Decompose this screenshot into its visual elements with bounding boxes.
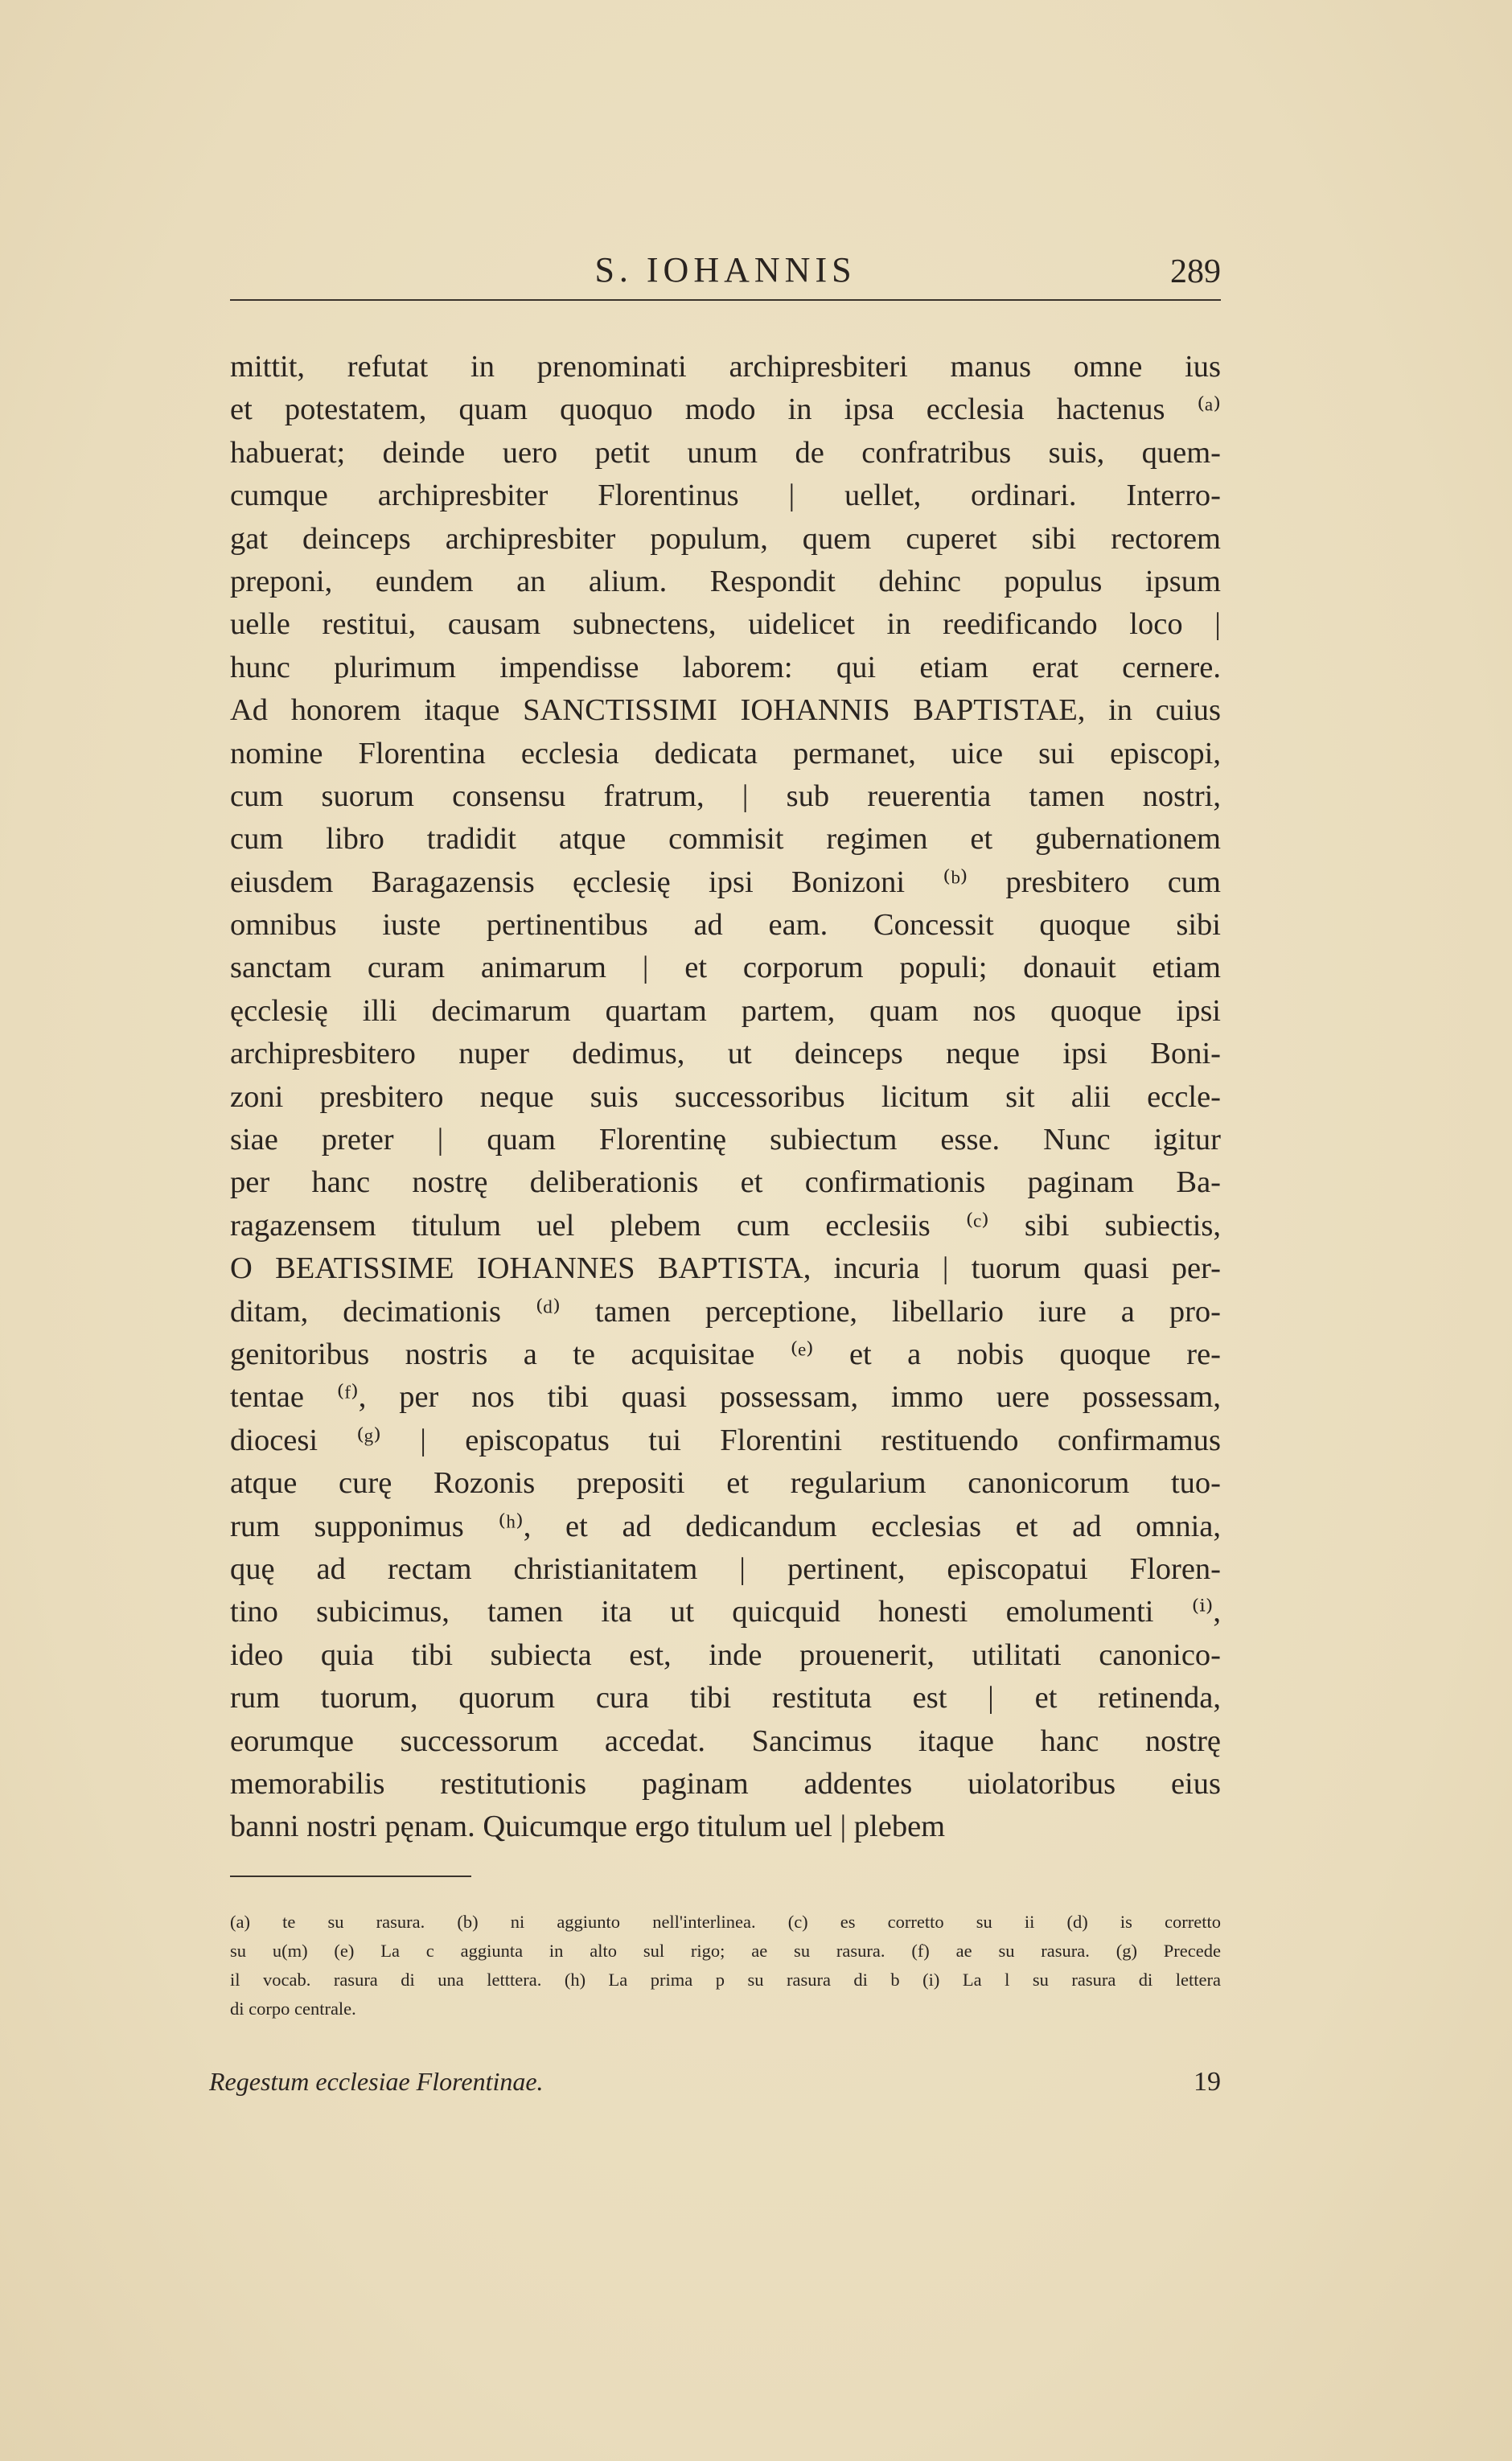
text-line: siae preter | quam Florentinę subiectum esse. Nunc igitur <box>230 1123 1221 1157</box>
text-line: preponi, eundem an alium. Respondit dehinc populus ipsum <box>230 564 1221 598</box>
main-text <box>230 346 1221 1849</box>
text-line: et potestatem, quam quoquo modo in ipsa ecclesia hactenus ⁽ᵃ⁾ <box>230 392 1221 427</box>
footnotes <box>230 1908 1221 2023</box>
footnote-line: di corpo centrale. <box>230 1999 356 2019</box>
text-line: genitoribus nostris a te acquisitae ⁽ᵉ⁾ et a nobis quoque re- <box>230 1337 1221 1371</box>
text-line: banni nostri pęnam. Quicumque ergo titulum uel | plebem <box>230 1810 946 1844</box>
text-line: sanctam curam animarum | et corporum populi; donauit etiam <box>230 951 1221 985</box>
signature-title: Regestum ecclesiae Florentinae. <box>209 2067 544 2096</box>
text-line: hunc plurimum impendisse laborem: qui etiam erat cernere. <box>230 650 1221 684</box>
text-line: rum tuorum, quorum cura tibi restituta est | et retinenda, <box>230 1681 1221 1715</box>
text-line: eorumque successorum accedat. Sancimus itaque hanc nostrę <box>230 1724 1221 1758</box>
signature-number: 19 <box>1194 2067 1221 2097</box>
text-line: nomine Florentina ecclesia dedicata permanet, uice sui episcopi, <box>230 736 1221 770</box>
text-line: ditam, decimationis ⁽ᵈ⁾ tamen perceptione, libellario iure a pro- <box>230 1294 1221 1329</box>
text-line: tentae ⁽ᶠ⁾, per nos tibi quasi possessam, immo uere possessam, <box>230 1380 1221 1415</box>
text-line: ragazensem titulum uel plebem cum ecclesiis ⁽ᶜ⁾ sibi subiectis, <box>230 1208 1221 1243</box>
text-line: O BEATISSIME IOHANNES BAPTISTA, incuria | tuorum quasi per- <box>230 1251 1221 1286</box>
text-line: diocesi ⁽ᵍ⁾ | episcopatus tui Florentini restituendo confirmamus <box>230 1423 1221 1457</box>
text-line: Ad honorem itaque SANCTISSIMI IOHANNIS BAPTISTAE, in cuius <box>230 693 1221 728</box>
text-line: omnibus iuste pertinentibus ad eam. Concessit quoque sibi <box>230 908 1221 943</box>
text-line: cum libro tradidit atque commisit regimen et gubernationem <box>230 822 1221 857</box>
text-line: rum supponimus ⁽ʰ⁾, et ad dedicandum ecclesias et ad omnia, <box>230 1509 1221 1543</box>
text-line: quę ad rectam christianitatem | pertinent, episcopatui Floren- <box>230 1551 1221 1586</box>
footnote-line: su u(m) (e) La c aggiunta in alto sul rigo; ae su rasura. (f) ae su rasura. (g) Precede <box>230 1941 1221 1961</box>
text-line: cumque archipresbiter Florentinus | uellet, ordinari. Interro- <box>230 479 1221 513</box>
page-number: 289 <box>1170 253 1221 290</box>
text-line: atque curę Rozonis prepositi et regularium canonicorum tuo- <box>230 1466 1221 1501</box>
text-line: gat deinceps archipresbiter populum, quem cuperet sibi rectorem <box>230 521 1221 556</box>
text-line: ideo quia tibi subiecta est, inde prouenerit, utilitati canonico- <box>230 1637 1221 1672</box>
footnote-rule <box>230 1876 471 1877</box>
text-line: zoni presbitero neque suis successoribus licitum sit alii eccle- <box>230 1079 1221 1114</box>
text-line: habuerat; deinde uero petit unum de confratribus suis, quem- <box>230 435 1221 470</box>
running-title: S. IOHANNIS <box>594 250 857 290</box>
footnote-line: (a) te su rasura. (b) ni aggiunto nell'interlinea. (c) es corretto su ii (d) is corretto <box>230 1912 1221 1932</box>
text-line: mittit, refutat in prenominati archipresbiteri manus omne ius <box>230 350 1221 384</box>
text-line: archipresbitero nuper dedimus, ut deinceps neque ipsi Boni- <box>230 1037 1221 1071</box>
text-line: memorabilis restitutionis paginam addentes uiolatoribus eius <box>230 1766 1221 1801</box>
header-rule <box>230 299 1221 301</box>
text-line: uelle restitui, causam subnectens, uidelicet in reedificando loco | <box>230 607 1221 642</box>
text-line: per hanc nostrę deliberationis et confirmationis paginam Ba- <box>230 1165 1221 1200</box>
signature-line <box>209 2067 1221 2107</box>
text-line: ęcclesię illi decimarum quartam partem, quam nos quoque ipsi <box>230 993 1221 1028</box>
text-line: tino subicimus, tamen ita ut quicquid honesti emolumenti ⁽ⁱ⁾, <box>230 1595 1221 1629</box>
footnote-line: il vocab. rasura di una letttera. (h) La prima p su rasura di b (i) La l su rasura di lettera <box>230 1970 1221 1990</box>
text-line: eiusdem Baragazensis ęcclesię ipsi Bonizoni ⁽ᵇ⁾ presbitero cum <box>230 865 1221 899</box>
text-line: cum suorum consensu fratrum, | sub reuerentia tamen nostri, <box>230 779 1221 813</box>
page-header <box>230 249 1221 298</box>
